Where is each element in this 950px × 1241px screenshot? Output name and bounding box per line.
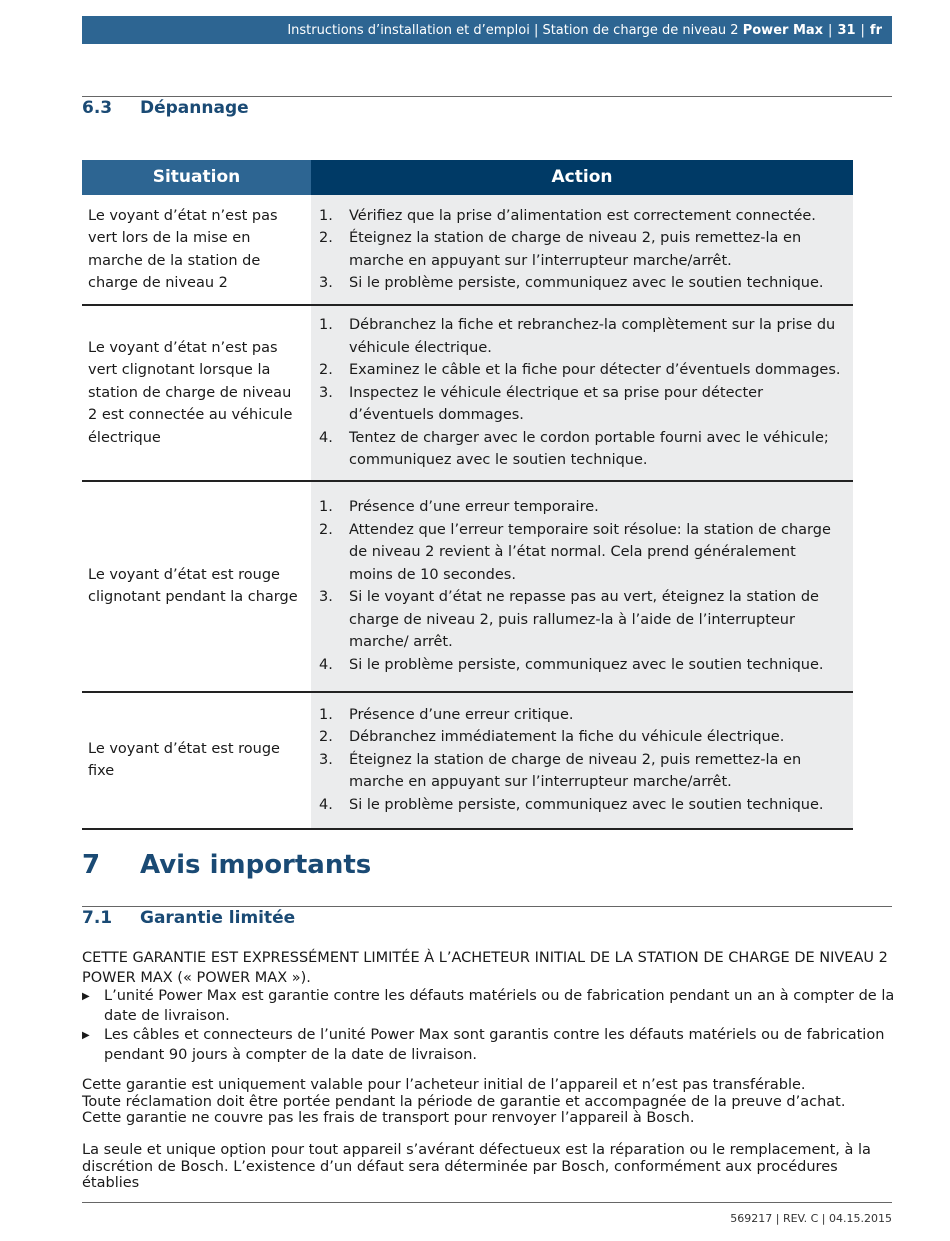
header-product: Power Max <box>742 22 824 38</box>
section-title: Garantie limitée <box>140 908 296 928</box>
action-item: 4. Tentez de charger avec le cordon portable fourni avec le véhicule; communiquez avec le soutien technique. <box>319 429 829 468</box>
action-cell <box>311 481 853 692</box>
action-cell <box>311 692 853 829</box>
action-cell <box>311 305 853 481</box>
action-item: 1. Présence d’une erreur temporaire. <box>319 499 599 515</box>
action-item: 2. Attendez que l’erreur temporaire soit résolue: la station de charge de niveau 2 revient à l’état normal. Cela prend généralement moins de 10 secondes. <box>319 521 831 583</box>
chapter-heading-7 <box>82 850 371 880</box>
section-title: Dépannage <box>140 98 249 118</box>
action-item: 3. Éteignez la station de charge de niveau 2, puis remettez-la en marche en appuyant sur l’interrupteur marche/arrêt. <box>319 751 802 791</box>
action-item: 4. Si le problème persiste, communiquez avec le soutien technique. <box>319 656 824 673</box>
table-row <box>82 305 853 481</box>
footer-rule <box>82 1202 892 1203</box>
action-item: 3. Si le problème persiste, communiquez avec le soutien technique. <box>319 275 824 291</box>
section-number: 7.1 <box>82 908 113 928</box>
triangle-bullet-icon: ▶ <box>82 991 90 1002</box>
paragraph-line: Cette garantie est uniquement valable pour l’acheteur initial de l’appareil et n’est pas transférable. <box>82 1077 806 1093</box>
troubleshooting-table <box>82 160 853 830</box>
action-cell <box>311 195 853 305</box>
bullet-item: ▶ Les câbles et connecteurs de l’unité Power Max sont garantis contre les défauts matériels ou de fabrication pendant 90 jours à compter de la date de livraison. <box>82 1026 897 1065</box>
running-header: Instructions d’installation et d’emploi | Station de charge de niveau 2 Power Max | 31 | fr <box>82 16 892 44</box>
action-item: 2. Examinez le câble et la fiche pour détecter d’éventuels dommages. <box>319 362 841 378</box>
warranty-last-paragraph: La seule et unique option pour tout appareil s’avérant défectueux est la réparation ou le remplacement, à la discrétion de Bosch. L’existence d’un défaut sera déterminée par Bosch, conformément aux procédures établies <box>82 1142 871 1191</box>
header-situation: Situation <box>82 160 311 195</box>
footer-text: 569217 | REV. C | 04.15.2015 <box>730 1212 892 1225</box>
action-item: 1. Présence d’une erreur critique. <box>319 706 574 723</box>
section-heading-6-3 <box>82 98 249 118</box>
header-action: Action <box>311 160 853 195</box>
paragraph-line: Cette garantie ne couvre pas les frais de transport pour renvoyer l’appareil à Bosch. <box>82 1110 695 1126</box>
action-item: 1. Vérifiez que la prise d’alimentation est correctement connectée. <box>319 207 816 224</box>
warranty-paragraph <box>82 1077 897 1127</box>
situation-cell: Le voyant d’état n’est pas vert clignotant lorsque la station de charge de niveau 2 est connectée au véhicule électrique <box>82 305 311 481</box>
bullet-item: ▶ L’unité Power Max est garantie contre les défauts matériels ou de fabrication pendant un an à compter de la date de livraison. <box>82 987 897 1026</box>
table-row <box>82 692 853 829</box>
header-text: Instructions d’installation et d’emploi | Station de charge de niveau 2 <box>287 22 739 38</box>
page-number: 31 <box>837 22 856 38</box>
section-heading-7-1 <box>82 908 295 928</box>
situation-cell: Le voyant d’état est rouge clignotant pendant la charge <box>82 481 311 692</box>
action-item: 2. Débranchez immédiatement la fiche du véhicule électrique. <box>319 729 785 746</box>
action-item: 3. Inspectez le véhicule électrique et sa prise pour détecter d’éventuels dommages. <box>319 384 764 423</box>
table-row <box>82 195 853 305</box>
section-rule <box>82 96 892 97</box>
table-row <box>82 481 853 692</box>
action-item: 1. Débranchez la fiche et rebranchez-la complètement sur la prise du véhicule électrique. <box>319 317 836 356</box>
section-number: 6.3 <box>82 98 113 118</box>
warranty-bullets <box>82 987 897 1065</box>
situation-cell: Le voyant d’état est rouge fixe <box>82 692 311 829</box>
situation-cell: Le voyant d’état n’est pas vert lors de la mise en marche de la station de charge de niveau 2 <box>82 195 311 305</box>
paragraph-line: Toute réclamation doit être portée pendant la période de garantie et accompagnée de la preuve d’achat. <box>82 1093 846 1110</box>
chapter-title: Avis importants <box>140 850 372 880</box>
chapter-number: 7 <box>82 850 101 880</box>
section-rule <box>82 906 892 907</box>
triangle-bullet-icon: ▶ <box>82 1030 90 1041</box>
warranty-intro: CETTE GARANTIE EST EXPRESSÉMENT LIMITÉE À L’ACHETEUR INITIAL DE LA STATION DE CHARGE DE NIVEAU 2 POWER MAX (« POWER MAX »). <box>82 950 888 986</box>
header-language: fr <box>869 22 882 38</box>
action-item: 4. Si le problème persiste, communiquez avec le soutien technique. <box>319 796 824 813</box>
action-item: 3. Si le voyant d’état ne repasse pas au vert, éteignez la station de charge de niveau 2, puis rallumez-la à l’aide de l’interrupteur marche/ arrêt. <box>319 589 819 650</box>
action-item: 2. Éteignez la station de charge de niveau 2, puis remettez-la en marche en appuyant sur l’interrupteur marche/arrêt. <box>319 230 802 269</box>
